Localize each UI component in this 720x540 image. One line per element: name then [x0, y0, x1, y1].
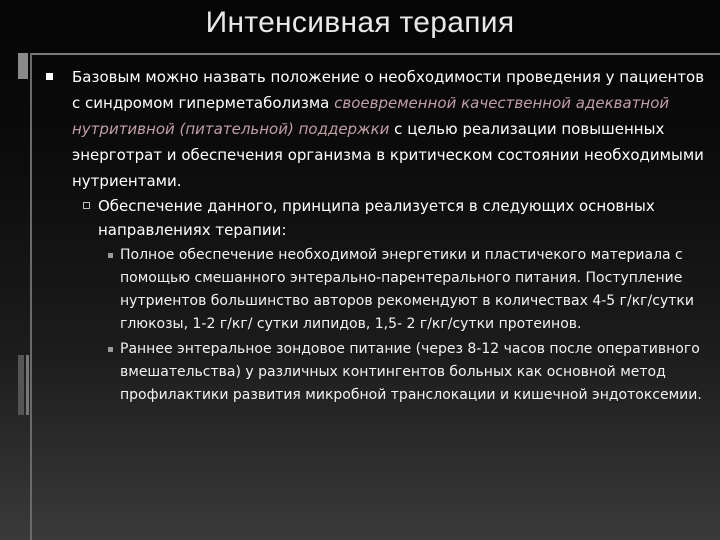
small-square-bullet-icon — [108, 347, 113, 352]
slide-title: Интенсивная терапия — [205, 6, 515, 39]
decorative-stripe — [18, 355, 24, 415]
bullet-level3 — [120, 338, 706, 407]
decorative-block — [18, 53, 28, 79]
left-border-line — [30, 53, 32, 540]
bullet-text: с целью реализации повышенных энерготрат и обеспечения организма в критическом состоянии необходимыми нутриентами. — [72, 120, 704, 190]
decorative-stripe — [26, 355, 29, 415]
square-bullet-icon — [46, 73, 53, 80]
slide-body — [46, 64, 706, 407]
highlighted-phrase: своевременной качественной адекватной нутритивной (питательной) поддержки — [72, 94, 670, 138]
small-square-bullet-icon — [108, 253, 113, 258]
hollow-square-bullet-icon — [83, 202, 90, 209]
bullet-level3 — [120, 244, 706, 336]
bullet-text: Раннее энтеральное зондовое питание (через 8-12 часов после оперативного вмешательства) у различных контингентов больных как основной метод профилактики развития микробной транслокации и кишечной эндотоксемии. — [120, 341, 702, 403]
bullet-level2 — [98, 194, 706, 242]
bullet-text: Обеспечение данного, принципа реализуется в следующих основных направлениях терапии: — [98, 197, 655, 239]
bullet-text: Базовым можно назвать положение о необходимости проведения у пациентов с синдромом гиперметаболизма — [72, 68, 705, 112]
bullet-text: Полное обеспечение необходимой энергетики и пластичекого материала с помощью смешанного энтерально-парентерального питания. Поступление нутриентов большинство авторов рекомендуют в количествах 4-5 г/кг/сутки глюкозы, 1-2 г/кг/ сутки липидов, 1,5- 2 г/кг/сутки протеинов. — [120, 247, 694, 332]
bullet-level1 — [46, 64, 706, 194]
title-divider — [30, 53, 720, 55]
